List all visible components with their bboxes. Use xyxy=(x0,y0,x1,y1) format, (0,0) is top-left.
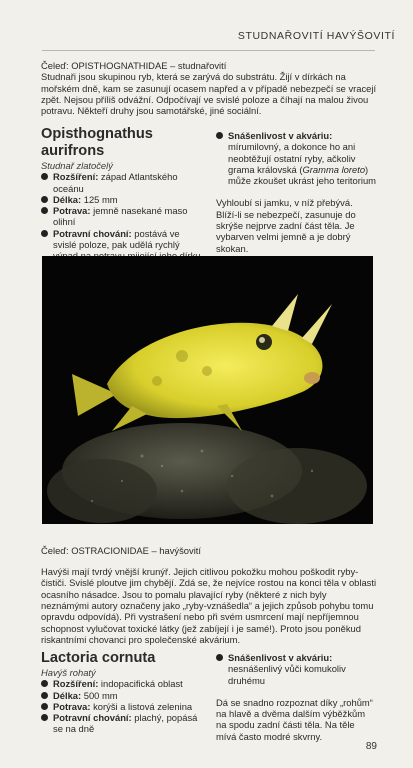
fact-tolerance: Snášenlivost v akváriu: nesnášenlivý vůči komukoliv druhému xyxy=(216,652,376,686)
bullet-icon xyxy=(41,173,48,180)
fact-length: Délka: 500 mm xyxy=(41,690,205,701)
bullet-icon xyxy=(41,714,48,721)
family-name: OSTRACIONIDAE – havýšovití xyxy=(71,545,201,557)
species-card-right-2 xyxy=(216,652,376,742)
species-card-left-2 xyxy=(41,650,205,735)
fact-distribution: Rozšíření: indopacifická oblast xyxy=(41,678,205,689)
species-common-name: Studnař zlatočelý xyxy=(41,160,113,171)
species-card-left-1 xyxy=(41,126,205,262)
bullet-icon xyxy=(41,703,48,710)
fact-distribution: Rozšíření: západ Atlantského oceánu xyxy=(41,171,205,194)
fact-food: Potrava: jemně nasekané maso olihní xyxy=(41,205,205,228)
bullet-icon xyxy=(41,692,48,699)
family-description: Studnaři jsou skupinou ryb, která se zarývá do substrátu. Žijí v dírkách na mořském dně, kam se zasunují ocasem napřed a v případě nebezpečí se vracejí zpět. Nejsou příliš odvážní. Odpočívají ve svislé poloze a číhají na malou živou potravu. Někteří druhy jsou samotářské, jiné sociální. xyxy=(41,71,377,117)
running-header: STUDNAŘOVITÍ HAVÝŠOVITÍ xyxy=(237,30,395,42)
bullet-icon xyxy=(216,654,223,661)
fact-food: Potrava: korýši a listová zelenina xyxy=(41,701,205,712)
family-intro-ostracionidae xyxy=(41,536,377,655)
species-note: Vyhloubí si jamku, v níž přebývá. Blíží-li se nebezpečí, zasunuje do skrýše nejprve zadní část těla. Je vybarven velmi jemně a je dobrý skokan. xyxy=(216,197,356,254)
bullet-icon xyxy=(41,196,48,203)
species-latin-name: Lactoria cornuta xyxy=(41,650,156,666)
bullet-icon xyxy=(216,132,223,139)
bullet-icon xyxy=(41,207,48,214)
species-card-right-1 xyxy=(216,130,376,254)
family-label: Čeleď: xyxy=(41,545,72,557)
species-common-name: Havýš rohatý xyxy=(41,667,96,678)
fact-length: Délka: 125 mm xyxy=(41,194,205,205)
header-rule xyxy=(42,50,375,51)
species-latin-name: Opisthognathus aurifrons xyxy=(41,126,153,159)
family-intro-opisthognathidae xyxy=(41,60,377,116)
family-label: Čeleď: xyxy=(41,60,72,71)
species-note: Dá se snadno rozpoznat díky „rohům“ na hlavě a dvěma dalším výběžkům na spodu zadní části těla. Na těle mívá často modré skvrny. xyxy=(216,696,373,742)
bullet-icon xyxy=(41,680,48,687)
fact-feeding-behavior: Potravní chování: plachý, popásá se na dně xyxy=(41,712,205,735)
cowfish-illustration xyxy=(42,256,373,524)
fact-feeding-behavior: Potravní chování: postává ve svislé poloze, pak udělá rychlý xyxy=(41,228,205,262)
page-number: 89 xyxy=(365,741,377,752)
fish-photo xyxy=(42,256,373,524)
fact-tolerance: Snášenlivost v akváriu: mírumilovný, a dokonce ho ani neobtěžují ostatní ryby, ačkoliv grama královská (Gramma loreto) může zkoušet ukrást jeho teritorium xyxy=(216,130,376,186)
family-description: Havýši mají tvrdý vnější krunýř. Jejich citlivou pokožku mohou poškodit ryby-čističi. Svislé ploutve jim chybějí. Zdá se, že nejvíce rostou na konci těla v oblasti ocasního násadce. Jsou to pomalu plavající ryby (některé z nich byly neznámými autory označeny jako „ryby-vznášedla“ a jejich způsob pohybu tomu opravdu odpovídá). Při vystrašení nebo při svém usmrcení mají nepříjemnou schopnost vylučovat toxické látky (jež zabíjejí i je samé!). Proto jsou poněkud riskantními chovanci pro společenské akvárium. xyxy=(41,566,377,645)
family-name: OPISTHOGNATHIDAE – studnařovití xyxy=(71,60,227,71)
bullet-icon xyxy=(41,230,48,237)
